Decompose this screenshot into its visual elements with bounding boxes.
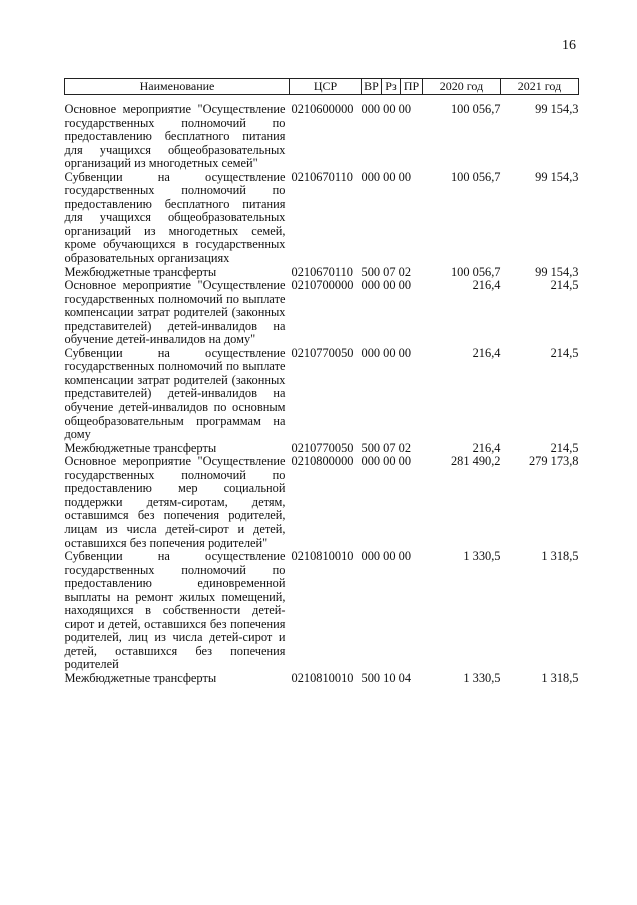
row-codes: 500 10 04 [361, 670, 412, 685]
row-2020: 100 056,7 [450, 264, 501, 279]
table-row [65, 279, 579, 347]
row-name: Основное мероприятие "Осуществление государственных полномочий по выплате компенсации затрат родителей (законных представителей) детей-инвалидов на обучение детей-инвалидов на дому" [64, 278, 286, 347]
row-csr: 0210600000 [291, 102, 354, 116]
row-codes: 000 00 00 [361, 102, 412, 116]
header-pr: ПР [401, 79, 423, 95]
row-codes: 000 00 00 [361, 345, 412, 360]
table-row [65, 550, 579, 672]
row-csr: 0210770050 [291, 440, 354, 455]
table-row [65, 266, 579, 280]
row-2021: 214,5 [550, 345, 579, 360]
row-2020: 100 056,7 [450, 169, 501, 184]
row-name: Субвенции на осуществление государственных полномочий по предоставлению бесплатного питания для учащихся общеобразовательных организаций из многодетных семей, кроме обучающихся в государственных образовательных организациях [64, 169, 286, 266]
row-name: Межбюджетные трансферты [64, 264, 217, 279]
row-2021: 1 318,5 [541, 670, 579, 685]
table-row [65, 347, 579, 442]
row-codes: 000 00 00 [361, 278, 412, 293]
row-2020: 216,4 [472, 278, 501, 293]
row-codes: 000 00 00 [361, 454, 412, 469]
row-csr: 0210670110 [291, 169, 353, 184]
row-2021: 214,5 [550, 440, 579, 455]
row-2020: 1 330,5 [463, 549, 501, 564]
header-csr: ЦСР [290, 79, 362, 95]
header-2021: 2021 год [501, 79, 579, 95]
row-name: Субвенции на осуществление государственных полномочий по выплате компенсации затрат родителей (законных представителей) детей-инвалидов на обучение детей-инвалидов по основным общеобразовательным программам на дому [64, 345, 286, 442]
row-name: Основное мероприятие "Осуществление государственных полномочий по предоставлению бесплатного питания для учащихся общеобразовательных организаций из многодетных семей" [64, 102, 286, 171]
row-2021: 99 154,3 [535, 169, 579, 184]
table-row [65, 672, 579, 686]
header-name: Наименование [65, 79, 290, 95]
page-number: 16 [562, 38, 576, 53]
row-2021: 279 173,8 [528, 454, 579, 469]
row-2020: 216,4 [472, 345, 501, 360]
row-2020: 1 330,5 [463, 670, 501, 685]
table-header-row [65, 79, 579, 95]
row-name: Основное мероприятие "Осуществление государственных полномочий по предоставлению мер социальной поддержки детям-сиротам, детям, оставшимся без попечения родителей, лицам из числа детей-сирот и детей, оставшихся без попечения родителей" [64, 454, 286, 550]
row-csr: 0210770050 [291, 345, 354, 360]
header-2020: 2020 год [423, 79, 501, 95]
row-codes: 500 07 02 [361, 440, 412, 455]
row-name: Субвенции на осуществление государственных полномочий по предоставлению единовременной выплаты на ремонт жилых помещений, находящихся в собственности детей-сирот и детей, оставшихся без попечения родителей, лиц из числа детей-сирот и детей, оставшихся без попечения родителей [64, 549, 286, 672]
row-csr: 0210700000 [291, 278, 354, 293]
table-row [65, 95, 579, 171]
table-row [65, 455, 579, 550]
row-name: Межбюджетные трансферты [64, 670, 217, 685]
table-row [65, 442, 579, 456]
row-codes: 500 07 02 [361, 264, 412, 279]
row-codes: 000 00 00 [361, 169, 412, 184]
row-csr: 0210670110 [291, 264, 353, 279]
header-vr: ВР [362, 79, 382, 95]
row-2021: 214,5 [550, 278, 579, 293]
row-2021: 1 318,5 [541, 549, 579, 564]
table-row [65, 171, 579, 266]
row-csr: 0210810010 [291, 549, 354, 564]
header-rz: Рз [382, 79, 401, 95]
row-2020: 216,4 [472, 440, 501, 455]
row-2021: 99 154,3 [535, 102, 579, 116]
row-2021: 99 154,3 [535, 264, 579, 279]
row-2020: 281 490,2 [450, 454, 501, 469]
row-codes: 000 00 00 [361, 549, 412, 564]
row-csr: 0210800000 [291, 454, 354, 469]
row-2020: 100 056,7 [450, 102, 501, 116]
row-name: Межбюджетные трансферты [64, 440, 217, 455]
row-csr: 0210810010 [291, 670, 354, 685]
budget-table [64, 78, 579, 686]
